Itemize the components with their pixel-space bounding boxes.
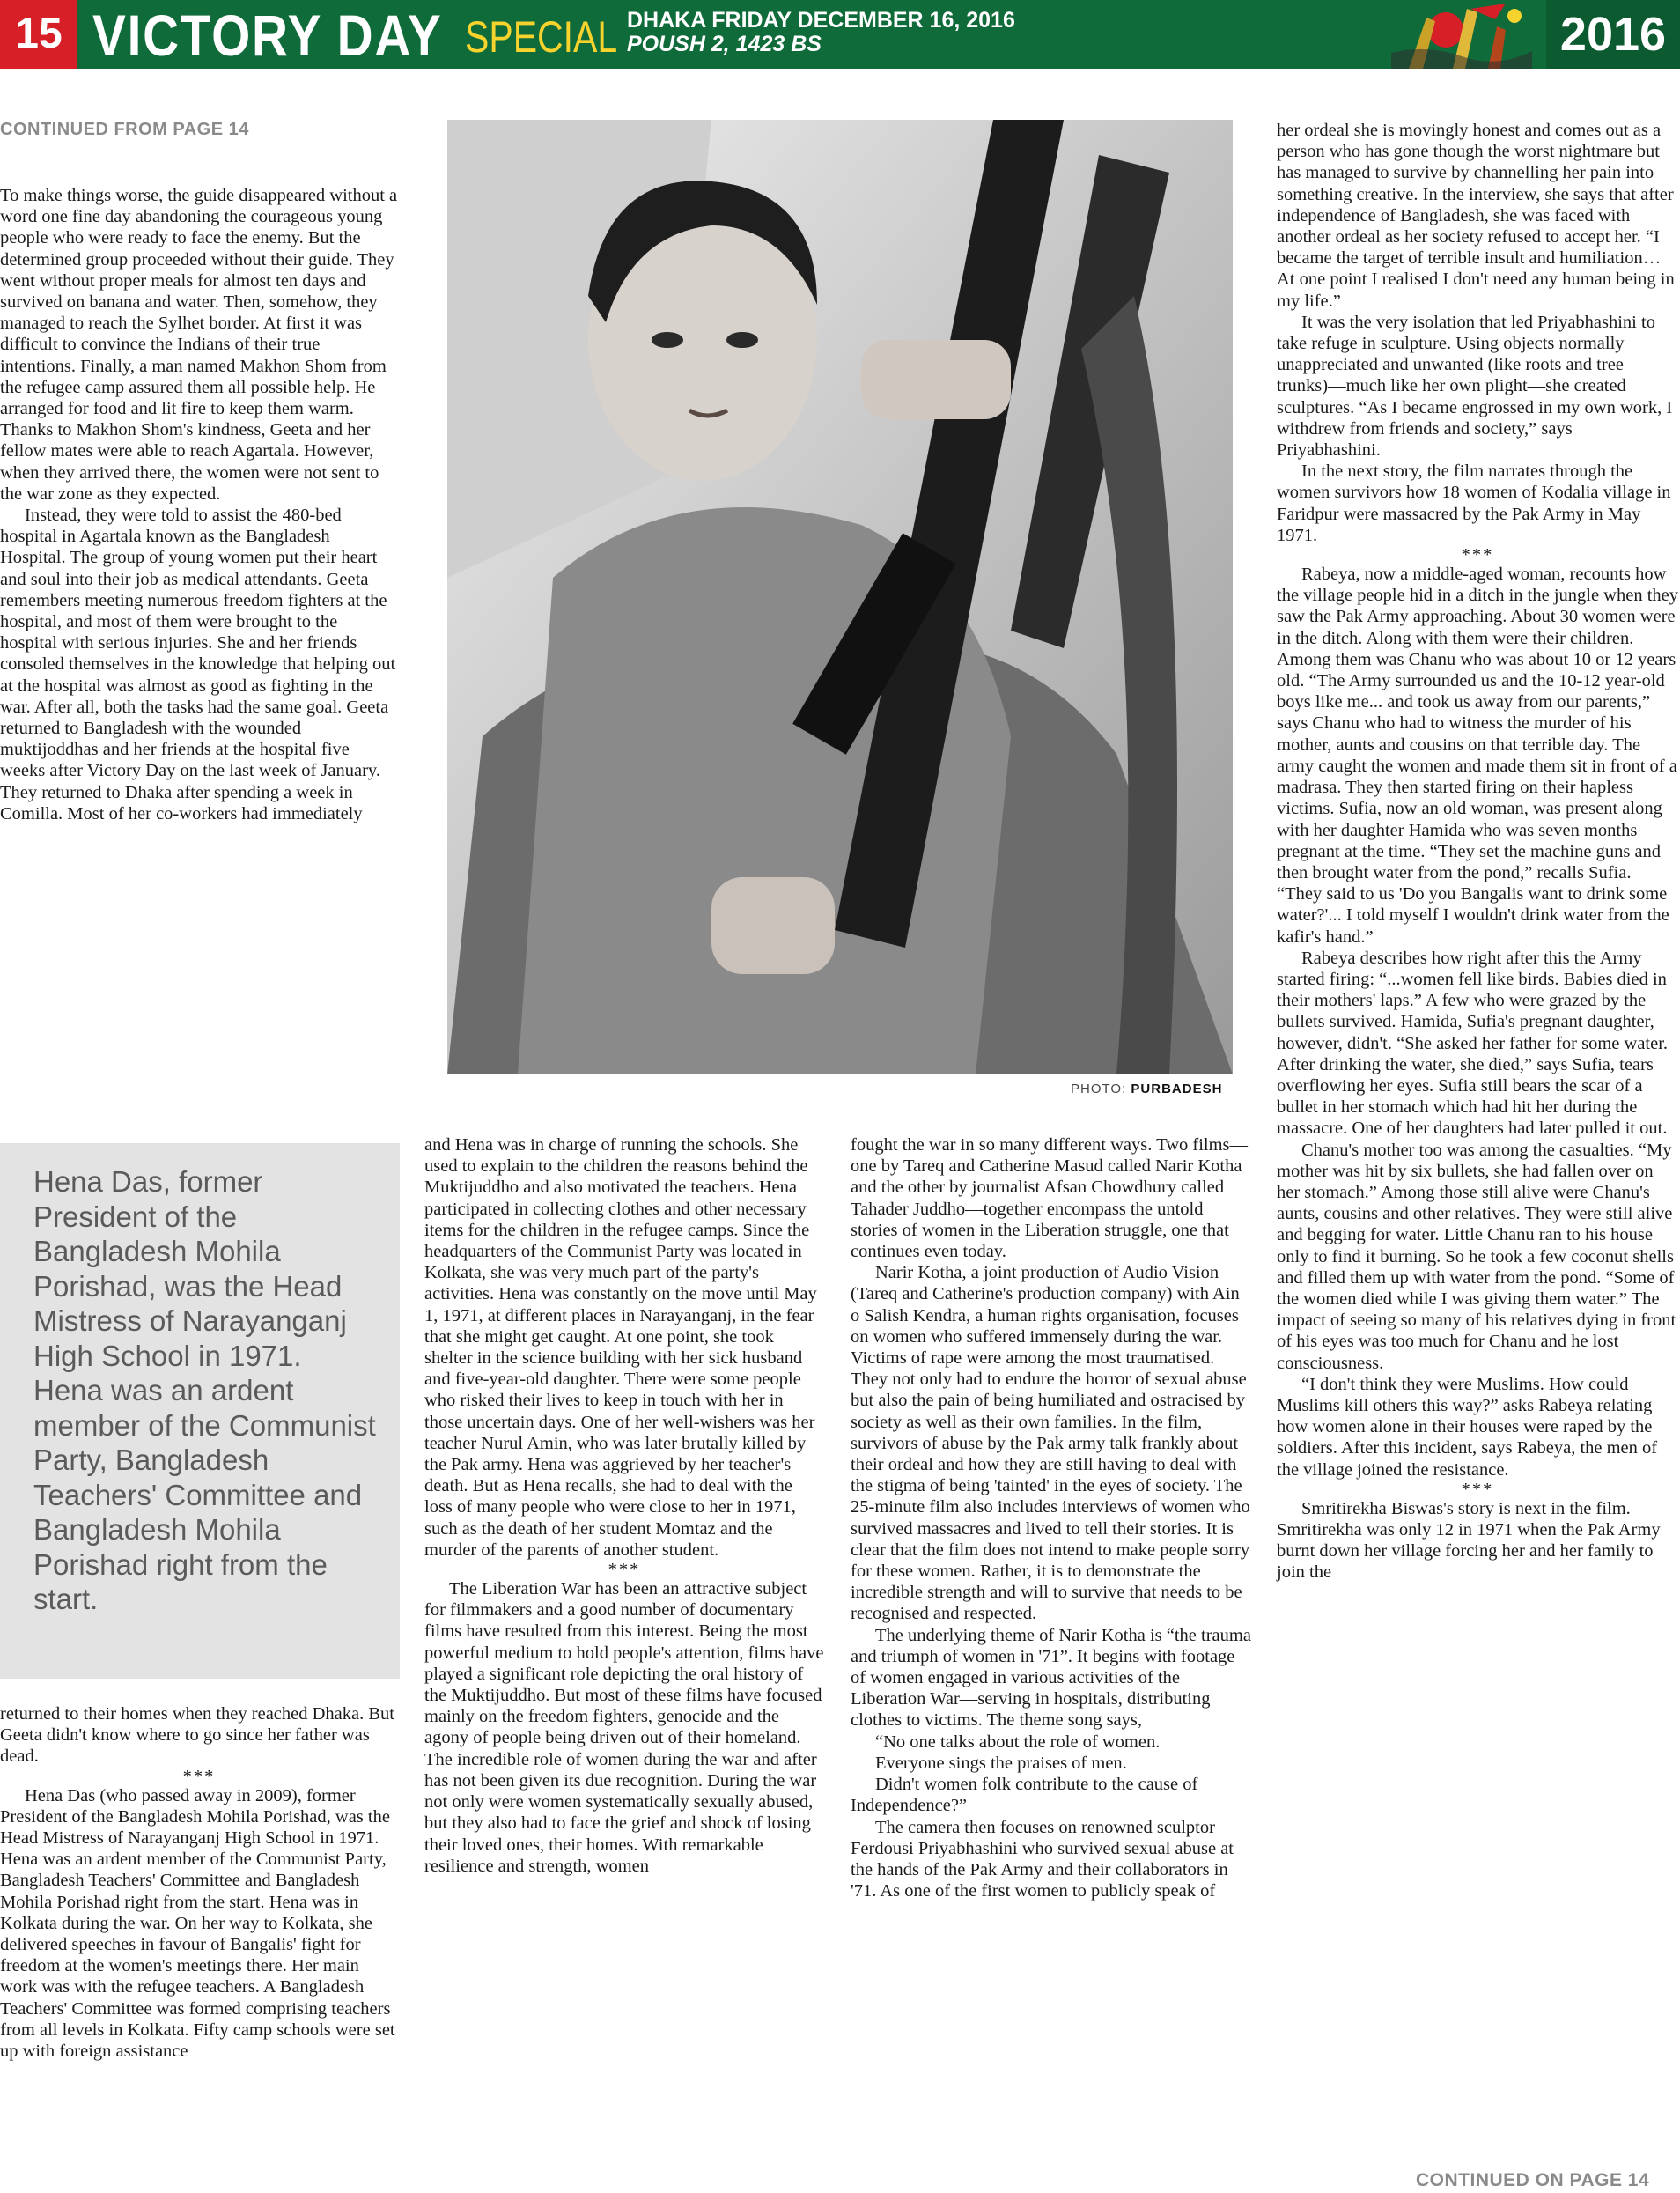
paragraph: Rabeya, now a middle-aged woman, recounts how the village people hid in a ditch in the jungle when they saw the Pak Army approaching. About 30 women were in the ditch. Along with them were their children. Among them was Chanu who was about 10 or 12 years old. “The Army surrounded us and the 10-12 year-old boys like me... and took us away from our parents,” says Chanu who had to witness the murder of his mother, aunts and cousins on that terrible day. The army caught the women and made them sit in front of a madrasa. They then started firing on their hapless victims. Sufia, now an old woman, was present along with her daughter Hamida who was seven months pregnant at the time. “They set the machine guns and then brought water from the pond,” recalls Sufia. “They said to us 'Do you Bangalis want to drink some water?'... I told myself I wouldn't drink water from the kafir's hand.” bbox=[1277, 565, 1679, 947]
section-divider: *** bbox=[1461, 1479, 1494, 1499]
paragraph: The Liberation War has been an attractive subject for filmmakers and a good number of documentary films have resulted from this interest. Being the most powerful medium to hold people's attention, films have played a significant role depicting the oral history of the Muktijuddho. But most of these films have focused mainly on the freedom fighters, genocide and the agony of people being driven out of their homeland. The incredible role of women during the war and after has not been given its due recognition. During the war not only were women systematically sexually abused, but they also had to face the grief and shock of losing their loved ones, their homes. With remarkable resilience and strength, women bbox=[424, 1579, 824, 1876]
paragraph: Hena Das (who passed away in 2009), former President of the Bangladesh Mohila Porishad, was the Head Mistress of Narayanganj High School in 1971. Hena was an ardent member of the Communist Party, Bangladesh Teachers' Committee and Bangladesh Mohila Porishad right from the start. Hena was in Kolkata during the war. On her way to Kolkata, she delivered speeches in favour of Bangalis' fight for freedom at the women's meetings there. Her main work was with the refugee teachers. A Bangladesh Teachers' Committee was formed comprising teachers from all levels in Kolkata. Fifty camp schools were set up with foreign assistance bbox=[0, 1785, 395, 2062]
quote-line: Didn't women folk contribute to the cause of Independence?” bbox=[851, 1775, 1198, 1816]
header-illustration bbox=[1391, 0, 1532, 69]
quote-line: Everyone sings the praises of men. bbox=[875, 1753, 1127, 1773]
photo-credit-label: PHOTO: bbox=[1071, 1082, 1127, 1096]
paragraph: The camera then focuses on renowned sculptor Ferdousi Priyabhashini who survived sexual abuse at the hands of the Pak Army and their collaborators in '71. As one of the first women to publicly speak of bbox=[851, 1817, 1234, 1901]
section-divider: *** bbox=[182, 1766, 216, 1786]
section-divider: *** bbox=[608, 1560, 641, 1580]
paragraph: “I don't think they were Muslims. How could Muslims kill others this way?” asks Rabeya relating how women alone in their houses were raped by the soldiers. After this incident, says Rabeya, the men of the village joined the resistance. bbox=[1277, 1374, 1658, 1480]
pull-quote-text: Hena Das, former President of the Bangladesh Mohila Porishad, was the Head Mistress of Narayanganj High School in 1971. Hena was an ardent member of the Communist Party, Bangladesh Teachers' Committee and Bangladesh Mohila Porishad right from the start. bbox=[33, 1165, 376, 1615]
paragraph: Chanu's mother too was among the casualties. “My mother was hit by six bullets, she had fallen over on her stomach.” Among those still alive were Chanu's aunts, cousins and other relatives. They were still alive and begging for water. Little Chanu ran to his house only to find it burning. So he took a few coconut shells and filled them up with water from the pond. “Some of the women died while I was giving them water.” The impact of seeing so many of his relatives dying in front of his eyes was too much for Chanu and he lost consciousness. bbox=[1277, 1140, 1676, 1373]
section-special-label: SPECIAL bbox=[465, 12, 618, 62]
paragraph: returned to their homes when they reached Dhaka. But Geeta didn't know where to go since her father was dead. bbox=[0, 1704, 394, 1767]
article-column-4 bbox=[1277, 120, 1678, 1584]
pull-quote-box bbox=[0, 1143, 400, 1679]
photo-credit bbox=[1071, 1082, 1222, 1096]
continued-on-label: CONTINUED ON PAGE 14 bbox=[1416, 2170, 1650, 2190]
archival-photo-woman-with-rifle bbox=[447, 120, 1233, 1074]
edition-year: 2016 bbox=[1546, 0, 1680, 69]
paragraph: fought the war in so many different ways. Two films—one by Tareq and Catherine Masud called Narir Kotha and the other by journalist Afsan Chowdhury called Tahader Juddho—together encompass the untold stories of women in the Liberation struggle, one that continues even today. bbox=[851, 1135, 1249, 1262]
paragraph: To make things worse, the guide disappeared without a word one fine day abandoning the courageous young people who were ready to face the enemy. But the determined group proceeded without their guide. They went without proper meals for almost ten days and survived on banana and water. Then, somehow, they managed to reach the Sylhet border. At first it was difficult to convince the Indians of their true intentions. Finally, a man named Makhon Shom from the refugee camp assured them all possible help. He arranged for food and lit fire to keep them warm. Thanks to Makhon Shom's kindness, Geeta and her fellow mates were able to reach Agartala. However, when they arrived there, the women were not sent to the war zone as they expected. bbox=[0, 186, 398, 504]
paragraph: The underlying theme of Narir Kotha is “the trauma and triumph of women in '71”. It begins with footage of women engaged in various activities of the Liberation War—serving in hospitals, distributing clothes to victims. The theme song says, bbox=[851, 1625, 1251, 1731]
paragraph: It was the very isolation that led Priyabhashini to take refuge in sculpture. Using objects normally unappreciated and unwanted (like roots and tree trunks)—much like her own plight—she created sculptures. “As I became engrossed in my own work, I withdrew from friends and society,” says Priyabhashini. bbox=[1277, 312, 1673, 461]
quote-line: “No one talks about the role of women. bbox=[875, 1732, 1161, 1752]
paragraph: In the next story, the film narrates through the women survivors how 18 women of Kodalia village in Faridpur were massacred by the Pak Army in May 1971. bbox=[1277, 461, 1671, 545]
continued-from-label: CONTINUED FROM PAGE 14 bbox=[0, 120, 249, 139]
photo-credit-source: PURBADESH bbox=[1131, 1082, 1223, 1096]
article-column-1-top bbox=[0, 185, 398, 824]
paragraph: her ordeal she is movingly honest and comes out as a person who has gone though the worst nightmare but has managed to survive by channelling her pain into something creative. In the interview, she says that after independence of Bangladesh, she was faced with another ordeal as her society refused to accept her. “I became the target of terrible insult and humiliation… At one point I realised I don't need any human being in my life.” bbox=[1277, 121, 1675, 311]
article-column-2 bbox=[424, 1134, 824, 1877]
page-header bbox=[0, 0, 1680, 69]
section-title: VICTORY DAY bbox=[92, 3, 443, 68]
paragraph: Instead, they were told to assist the 480-bed hospital in Agartala known as the Bangladesh Hospital. The group of young women put their heart and soul into their job as medical attendants. Geeta remembers meeting numerous freedom fighters at the hospital, and most of them were brought to the hospital with serious injuries. She and her friends consoled themselves in the knowledge that helping out at the hospital was almost as good as fighting in the war. After all, both the tasks had the same goal. Geeta returned to Bangladesh with the wounded muktijoddhas and her friends at the hospital five weeks after Victory Day on the last week of January. They returned to Dhaka after spending a week in Comilla. Most of her co-workers had immediately bbox=[0, 506, 396, 823]
paragraph: and Hena was in charge of running the schools. She used to explain to the children the reasons behind the Muktijuddho and also motivated the teachers. Hena participated in collecting clothes and other necessary items for the children in the refugee camps. Since the headquarters of the Communist Party was located in Kolkata, she was very much part of the party's activities. Hena was constantly on the move until May 1, 1971, at different places in Narayanganj, in the fear that she might get caught. At one point, she took shelter in the science building with her sick husband and five-year-old daughter. There were some people who risked their lives to keep in touch with her in those uncertain days. One of her well-wishers was her teacher Nurul Amin, who was later brutally killed by the Pak army. Hena was aggrieved by her teacher's death. But as Hena recalls, she had to deal with the loss of many people who were close to her in 1971, such as the death of her student Momtaz and the murder of the parents of another student. bbox=[424, 1135, 817, 1560]
paragraph: Smritirekha Biswas's story is next in the film. Smritirekha was only 12 in 1971 when the Pak Army burnt down her village forcing her and her family to join the bbox=[1277, 1498, 1661, 1583]
page-number: 15 bbox=[0, 0, 77, 69]
article-column-3 bbox=[851, 1134, 1252, 1901]
date-line: DHAKA FRIDAY DECEMBER 16, 2016 bbox=[627, 8, 1015, 33]
bengali-date: POUSH 2, 1423 BS bbox=[627, 32, 822, 56]
paragraph: Narir Kotha, a joint production of Audio Vision (Tareq and Catherine's production company) with Ain o Salish Kendra, a human rights organisation, focuses on women who suffered immensely during the war. Victims of rape were among the most traumatised. They not only had to endure the horror of sexual abuse but also the pain of being humiliated and ostracised by society as well as their own families. In the film, survivors of abuse by the Pak army talk frankly about their ordeal and how they are still having to deal with the stigma of being 'tainted' in the eyes of society. The 25-minute film also includes interviews of women who survived massacres and lived to tell their stories. It is clear that the film does not intend to make people sorry for these women. Rather, it is to demonstrate the incredible strength and will to survive that needs to be recognised and respected. bbox=[851, 1263, 1250, 1624]
article-column-1-bottom bbox=[0, 1703, 398, 2062]
dateline bbox=[627, 9, 1015, 56]
paragraph: Rabeya describes how right after this the Army started firing: “...women fell like birds. Babies died in their mothers' laps.” A few who were grazed by the bullets survived. Hamida, Sufia's pregnant daughter, however, didn't. “She asked her father for some water. After drinking the water, she died,” says Sufia, tears overflowing her eyes. Sufia still bears the scar of a bullet in her stomach which had hit her during the massacre. One of her daughters had later pulled it out. bbox=[1277, 948, 1669, 1139]
section-divider: *** bbox=[1461, 545, 1494, 565]
